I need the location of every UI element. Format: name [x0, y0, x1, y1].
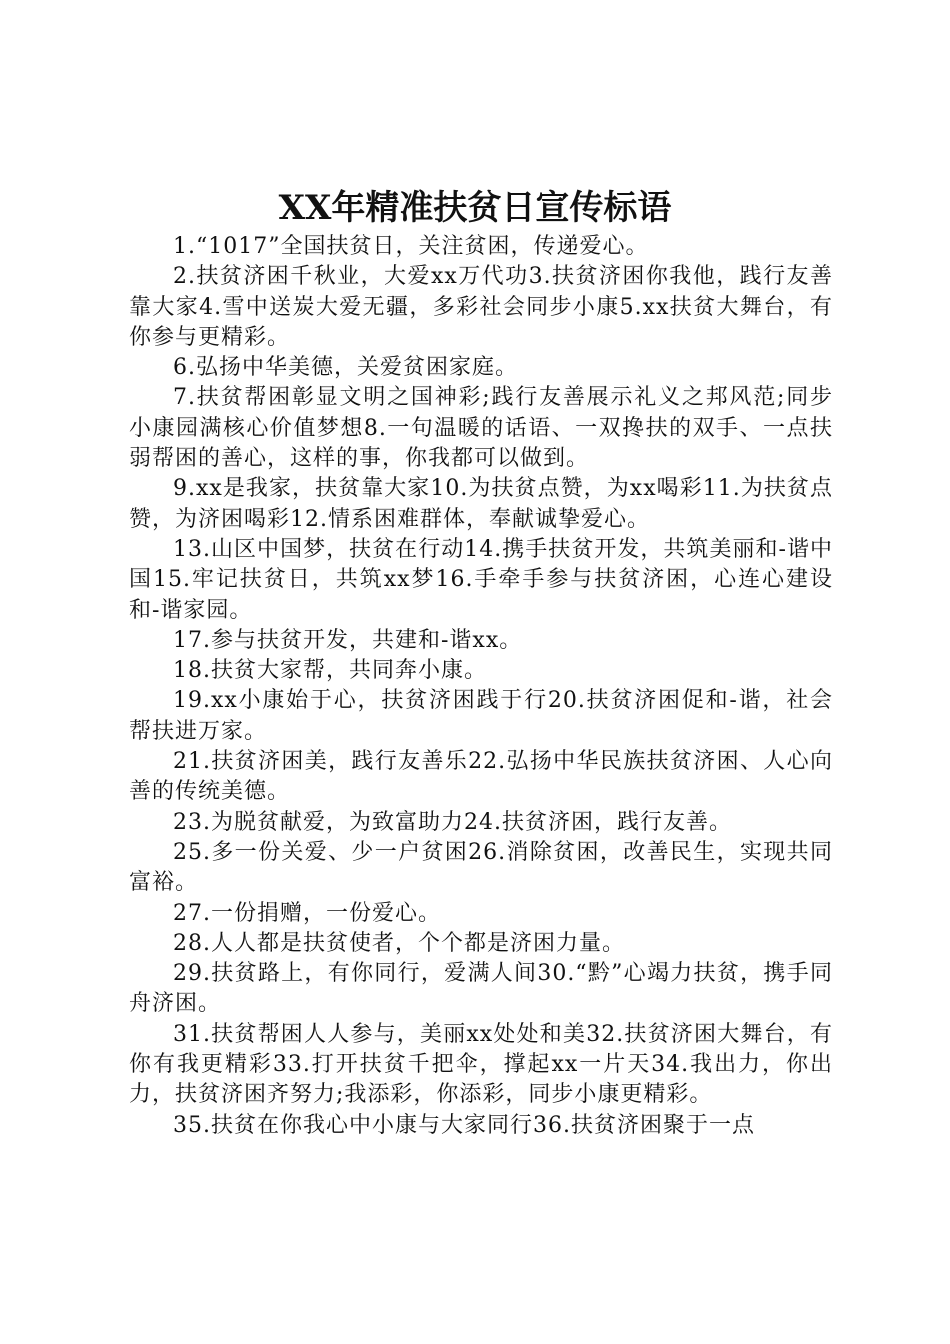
- paragraph: 29.扶贫路上，有你同行，爱满人间30.“黔”心竭力扶贫，携手同舟济困。: [129, 961, 833, 1017]
- paragraph: 19.xx小康始于心，扶贫济困践于行20.扶贫济困促和-谐，社会帮扶进万家。: [129, 688, 833, 744]
- paragraph: 2.扶贫济困千秋业，大爱xx万代功3.扶贫济困你我他，践行友善靠大家4.雪中送炭大爱无疆，多彩社会同步小康5.xx扶贫大舞台，有你参与更精彩。: [129, 264, 833, 350]
- paragraph: 23.为脱贫献爱，为致富助力24.扶贫济困，践行友善。: [173, 809, 732, 835]
- document-body: [129, 232, 833, 1141]
- paragraph: 17.参与扶贫开发，共建和-谐xx。: [173, 627, 523, 653]
- paragraph: 7.扶贫帮困彰显文明之国神彩;践行友善展示礼义之邦风范;同步小康园满核心价值梦想8.一句温暖的话语、一双搀扶的双手、一点扶弱帮困的善心，这样的事，你我都可以做到。: [129, 385, 833, 472]
- paragraph: 13.山区中国梦，扶贫在行动14.携手扶贫开发，共筑美丽和-谐中国15.牢记扶贫日，共筑xx梦16.手牵手参与扶贫济困，心连心建设和-谐家园。: [129, 536, 833, 623]
- paragraph: 25.多一份关爱、少一户贫困26.消除贫困，改善民生，实现共同富裕。: [129, 839, 833, 896]
- paragraph: 1.“1017”全国扶贫日，关注贫困，传递爱心。: [173, 234, 649, 259]
- paragraph: 31.扶贫帮困人人参与，美丽xx处处和美32.扶贫济困大舞台，有你有我更精彩33.打开扶贫千把伞，撑起xx一片天34.我出力，你出力，扶贫济困齐努力;我添彩，你添彩，同步小康更精彩。: [129, 1021, 833, 1108]
- paragraph: 18.扶贫大家帮，共同奔小康。: [173, 658, 487, 684]
- paragraph: 27.一份捐赠，一份爱心。: [173, 900, 441, 926]
- paragraph: 21.扶贫济困美，践行友善乐22.弘扬中华民族扶贫济困、人心向善的传统美德。: [129, 749, 833, 805]
- paragraph: 9.xx是我家，扶贫靠大家10.为扶贫点赞，为xx喝彩11.为扶贫点赞，为济困喝彩12.情系困难群体，奉献诚挚爱心。: [129, 476, 833, 532]
- paragraph: 35.扶贫在你我心中小康与大家同行36.扶贫济困聚于一点: [173, 1112, 755, 1138]
- paragraph: 28.人人都是扶贫使者，个个都是济困力量。: [173, 930, 625, 956]
- paragraph: 6.弘扬中华美德，关爱贫困家庭。: [173, 355, 518, 381]
- document-title: XX年精准扶贫日宣传标语: [278, 188, 672, 228]
